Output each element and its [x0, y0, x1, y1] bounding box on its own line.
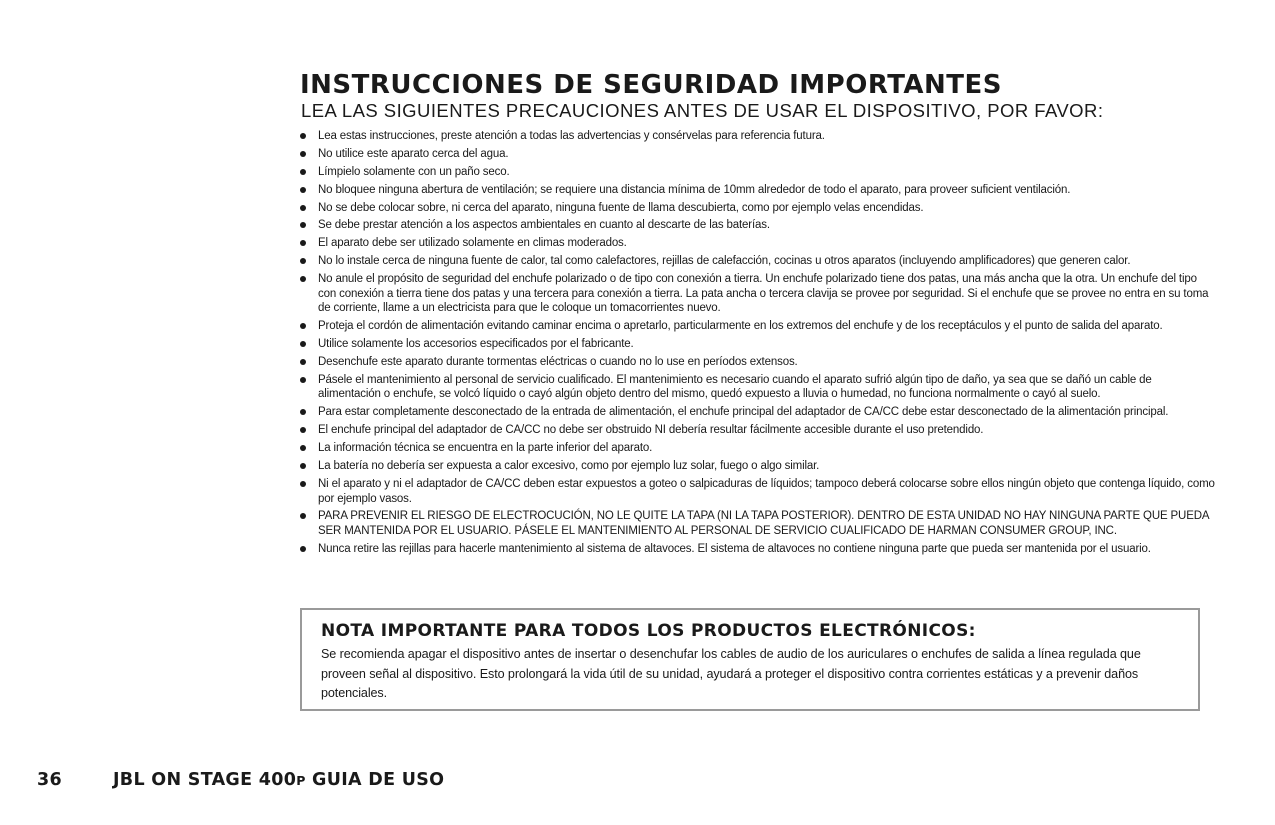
safety-item — [300, 254, 1215, 269]
safety-item-text: No lo instale cerca de ninguna fuente de calor, tal como calefactores, rejillas de calefacción, cocinas u otros aparatos (incluyendo amplificadores) que generen calor. — [318, 255, 1131, 268]
bullet-icon — [300, 169, 306, 175]
bullet-icon — [300, 205, 306, 211]
guide-title-prefix: JBL ON STAGE 400 — [113, 770, 297, 790]
safety-item — [300, 272, 1215, 316]
safety-item — [300, 441, 1215, 456]
safety-item — [300, 183, 1215, 198]
safety-item — [300, 405, 1215, 420]
bullet-icon — [300, 222, 306, 228]
safety-instructions-list — [300, 129, 1215, 560]
safety-item — [300, 147, 1215, 162]
safety-item — [300, 218, 1215, 233]
guide-model-suffix: P — [296, 773, 306, 788]
safety-item-text: El aparato debe ser utilizado solamente en climas moderados. — [318, 237, 627, 250]
safety-item-text: Desenchufe este aparato durante tormentas eléctricas o cuando no lo use en períodos extensos. — [318, 355, 798, 368]
safety-item — [300, 423, 1215, 438]
bullet-icon — [300, 445, 306, 451]
safety-item — [300, 129, 1215, 144]
safety-item — [300, 373, 1215, 402]
safety-item-text: Nunca retire las rejillas para hacerle mantenimiento al sistema de altavoces. El sistema de altavoces no contiene ninguna parte que pueda ser mantenida por el usuario. — [318, 542, 1151, 555]
note-body: Se recomienda apagar el dispositivo antes de insertar o desenchufar los cables de audio de los auriculares o enchufes de salida a línea regulada que proveen señal al dispositivo. Esto prolongará la vida útil de su unidad, ayudará a proteger el dispositivo contra corrientes estáticas y a prevenir daños potenciales. — [321, 647, 1141, 700]
bullet-icon — [300, 240, 306, 246]
bullet-icon — [300, 409, 306, 415]
safety-item-text: Pásele el mantenimiento al personal de servicio cualificado. El mantenimiento es necesario cuando el aparato sufrió algún tipo de daño, ya sea que se dañó un cable de alimentación o enchufe, se volcó líquido o cayó algún objeto dentro del mismo, quedó expuesto a lluvia o humedad, no funciona normalmente o cayó al suelo. — [318, 373, 1152, 401]
bullet-icon — [300, 481, 306, 487]
safety-item-text: Para estar completamente desconectado de la entrada de alimentación, el enchufe principal del adaptador de CA/CC debe estar desconectado de la alimentación principal. — [318, 406, 1169, 419]
safety-item-text: No anule el propósito de seguridad del enchufe polarizado o de tipo con conexión a tierra. Un enchufe polarizado tiene dos patas, una más ancha que la otra. Un enchufe del tipo con conexión a tierra tiene dos patas y una tercera para conexión a tierra. La pata ancha o tercera clavija se provee por seguridad. Si el enchufe que se provee no entra en su toma de corriente, llame a un electricista para que le coloque un tomacorrientes nuevo. — [318, 273, 1209, 315]
important-note-box — [300, 608, 1200, 711]
page-subtitle: LEA LAS SIGUIENTES PRECAUCIONES ANTES DE USAR EL DISPOSITIVO, POR FAVOR: — [301, 100, 1104, 121]
safety-item-text: No utilice este aparato cerca del agua. — [318, 147, 509, 160]
safety-item-text: La batería no debería ser expuesta a calor excesivo, como por ejemplo luz solar, fuego o algo similar. — [318, 460, 820, 473]
bullet-icon — [300, 546, 306, 552]
guide-title-suffix: GUIA DE USO — [305, 770, 445, 790]
bullet-icon — [300, 276, 306, 282]
safety-item — [300, 337, 1215, 352]
safety-item — [300, 236, 1215, 251]
safety-item — [300, 319, 1215, 334]
bullet-icon — [300, 427, 306, 433]
safety-item — [300, 165, 1215, 180]
bullet-icon — [300, 133, 306, 139]
note-title: NOTA IMPORTANTE PARA TODOS LOS PRODUCTOS ELECTRÓNICOS: — [321, 621, 976, 641]
safety-item-text: Ni el aparato y ni el adaptador de CA/CC deben estar expuestos a goteo o salpicaduras de líquidos; tampoco deberá colocarse sobre ellos ningún objeto que contenga líquido, como por ejemplo vasos. — [318, 477, 1215, 505]
bullet-icon — [300, 258, 306, 264]
safety-item-text: El enchufe principal del adaptador de CA/CC no debe ser obstruido NI debería resultar fácilmente accesible durante el uso pretendido. — [318, 424, 984, 437]
bullet-icon — [300, 187, 306, 193]
bullet-icon — [300, 463, 306, 469]
safety-item-text: Límpielo solamente con un paño seco. — [318, 165, 510, 178]
safety-item-text: Lea estas instrucciones, preste atención a todas las advertencias y consérvelas para referencia futura. — [318, 130, 825, 142]
bullet-icon — [300, 151, 306, 157]
safety-item — [300, 355, 1215, 370]
bullet-icon — [300, 359, 306, 365]
safety-item — [300, 477, 1215, 506]
page-number: 36 — [37, 770, 62, 790]
safety-item-text: PARA PREVENIR EL RIESGO DE ELECTROCUCIÓN, NO LE QUITE LA TAPA (NI LA TAPA POSTERIOR). DENTRO DE ESTA UNIDAD NO HAY NINGUNA PARTE QUE PUEDA SER MANTENIDA POR EL USUARIO. PÁSELE EL MANTENIMIENTO AL PERSONAL DE SERVICIO CUALIFICADO DE HARMAN CONSUMER GROUP, INC. — [318, 510, 1209, 537]
safety-item-text: Utilice solamente los accesorios especificados por el fabricante. — [318, 338, 634, 351]
safety-item-text: No bloquee ninguna abertura de ventilación; se requiere una distancia mínima de 10mm alrededor de todo el aparato, para proveer suficient ventilación. — [318, 183, 1071, 196]
safety-item-text: La información técnica se encuentra en la parte inferior del aparato. — [318, 442, 653, 455]
safety-item-text: No se debe colocar sobre, ni cerca del aparato, ninguna fuente de llama descubierta, como por ejemplo velas encendidas. — [318, 201, 924, 214]
safety-item — [300, 542, 1215, 557]
bullet-icon — [300, 513, 306, 519]
safety-item — [300, 509, 1215, 538]
safety-item-text: Proteja el cordón de alimentación evitando caminar encima o apretarlo, particularmente en los extremos del enchufe y de los receptáculos y el punto de salida del aparato. — [318, 320, 1163, 333]
page-footer — [37, 769, 444, 792]
bullet-icon — [300, 323, 306, 329]
safety-item — [300, 459, 1215, 474]
bullet-icon — [300, 341, 306, 347]
safety-item — [300, 201, 1215, 216]
bullet-icon — [300, 377, 306, 383]
page-title: INSTRUCCIONES DE SEGURIDAD IMPORTANTES — [300, 70, 1003, 100]
safety-item-text: Se debe prestar atención a los aspectos ambientales en cuanto al descarte de las baterías. — [318, 219, 770, 232]
